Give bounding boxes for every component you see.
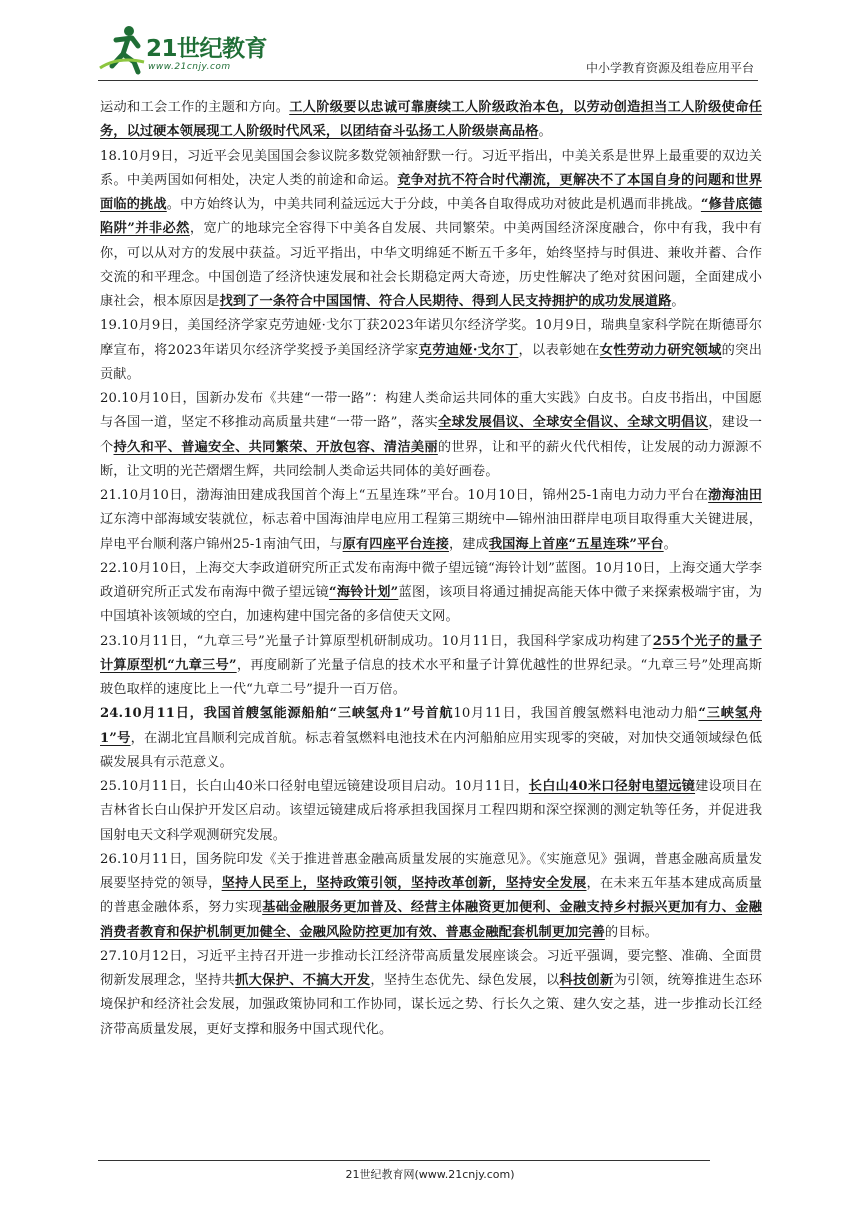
key-point-underlined: “三峡氢舟1”号 bbox=[100, 706, 762, 746]
news-paragraph bbox=[100, 314, 762, 387]
body-text: 20.10月10日，国新办发布《共建“一带一路”：构建人类命运共同体的重大实践》白皮书。白皮书指出，中国愿与各国一道，坚定不移推动高质量共建“一带一路”，落实 bbox=[100, 391, 762, 431]
body-text: 运动和工会工作的主题和方向。 bbox=[100, 100, 290, 115]
news-paragraph bbox=[100, 145, 762, 315]
body-text: 23.10月11日，“九章三号”光量子计算原型机研制成功。10月11日，我国科学家成功构建了 bbox=[100, 633, 653, 649]
body-text: ，以表彰她在 bbox=[518, 342, 600, 358]
platform-title: 中小学教育资源及组卷应用平台 bbox=[585, 61, 754, 75]
headline-bold: 24.10月11日，我国首艘氢能源船舶“三峡氢舟1”号首航 bbox=[100, 706, 454, 722]
site-logo[interactable] bbox=[98, 22, 268, 76]
key-point-underlined: “修昔底德陷阱”并非必然 bbox=[100, 197, 762, 237]
key-point-underlined: 255个光子的量子计算原型机“九章三号” bbox=[100, 633, 762, 673]
key-point-underlined: 竞争对抗不符合时代潮流，更解决不了本国自身的问题和世界面临的挑战 bbox=[100, 172, 762, 212]
key-point-underlined: 长白山40米口径射电望远镜 bbox=[528, 779, 696, 794]
key-point-underlined: 全球发展倡议、全球安全倡议、全球文明倡议 bbox=[438, 415, 709, 431]
page-footer[interactable]: 21世纪教育网(www.21cnjy.com) bbox=[345, 1168, 515, 1181]
footer-divider bbox=[98, 1160, 710, 1161]
body-text: 辽东湾中部海域安装就位，标志着中国海油岸电应用工程第三期统中—锦州油田群岸电项目取得重大关键进展，岸电平台顺利落户锦州25-1南油气田，与 bbox=[100, 512, 762, 552]
runner-logo-icon bbox=[98, 22, 148, 76]
body-text: ，建成 bbox=[448, 536, 489, 552]
body-text: 。 bbox=[663, 536, 677, 552]
body-text: ，在湖北宜昌顺利完成首航。标志着氢燃料电池技术在内河船舶应用实现零的突破，对加快交通领域绿色低碳发展具有示范意义。 bbox=[100, 730, 763, 770]
body-text: ，再度刷新了光量子信息的技术水平和量子计算优越性的世界纪录。“九章三号”处理高斯玻色取样的速度比上一代“九章二号”提升一百万倍。 bbox=[100, 657, 762, 697]
body-text: 19.10月9日，美国经济学家克劳迪娅·戈尔丁获2023年诺贝尔经济学奖。10月9日，瑞典皇家科学院在斯德哥尔摩宣布，将2023年诺贝尔经济学奖授予美国经济学家 bbox=[100, 318, 762, 358]
key-point-underlined: 科技创新 bbox=[559, 973, 614, 988]
key-point-underlined: 工人阶级要以忠诚可靠赓续工人阶级政治本色，以劳动创造担当工人阶级使命任务，以过硬本领展现工人阶级时代风采，以团结奋斗弘扬工人阶级崇高品格 bbox=[100, 100, 763, 140]
key-point-underlined: 抓大保护、不搞大开发 bbox=[235, 973, 371, 988]
body-text: 的突出贡献。 bbox=[100, 342, 763, 382]
news-paragraph bbox=[100, 775, 762, 848]
key-point-underlined: 女性劳动力研究领域 bbox=[599, 342, 722, 358]
body-text: 的世界，让和平的薪火代代相传，让发展的动力源源不断，让文明的光芒熠熠生辉，共同绘制人类命运共同体的美好画卷。 bbox=[100, 439, 762, 479]
news-paragraph bbox=[100, 848, 762, 945]
key-point-underlined: 渤海油田 bbox=[708, 488, 763, 503]
document-body bbox=[100, 96, 762, 1042]
body-text: 10月11日，我国首艘氢燃料电池动力船 bbox=[453, 706, 699, 722]
body-text: ，在未来五年基本建成高质量的普惠金融体系，努力实现 bbox=[100, 876, 762, 916]
key-point-underlined: 原有四座平台连接 bbox=[342, 536, 449, 552]
key-point-underlined: 基础金融服务更加普及、经营主体融资更加便利、金融支持乡村振兴更加有力、金融消费者教育和保护机制更加健全、金融风险防控更加有效、普惠金融配套机制更加完善 bbox=[100, 900, 763, 940]
news-paragraph bbox=[100, 96, 762, 145]
logo-url: www.21cnjy.com bbox=[148, 62, 231, 72]
body-text: ，建设一个 bbox=[100, 415, 762, 455]
body-text: 25.10月11日，长白山40米口径射电望远镜建设项目启动。10月11日， bbox=[100, 779, 529, 794]
logo-text: 21世纪教育 bbox=[146, 36, 268, 62]
news-paragraph bbox=[100, 387, 762, 484]
key-point-underlined: 我国海上首座“五星连珠”平台 bbox=[488, 536, 664, 552]
body-text: 。 bbox=[671, 294, 685, 309]
body-text: ，宽广的地球完全容得下中美各自发展、共同繁荣。中美两国经济深度融合，你中有我，我中有你，可以从对方的发展中获益。习近平指出，中华文明绵延不断五千多年，始终坚持与时俱进、兼收并蓄、合作交流的和平理念。中国创造了经济快速发展和社会长期稳定两大奇迹，历史性解决了绝对贫困问题，全面建成小康社会，根本原因是 bbox=[100, 221, 762, 309]
body-text: 27.10月12日，习近平主持召开进一步推动长江经济带高质量发展座谈会。习近平强调，要完整、准确、全面贯彻新发展理念，坚持共 bbox=[100, 948, 762, 988]
body-text: 22.10月10日，上海交大李政道研究所正式发布南海中微子望远镜“海铃计划”蓝图。10月10日，上海交通大学李政道研究所正式发布南海中微子望远镜 bbox=[100, 560, 762, 600]
news-paragraph bbox=[100, 630, 762, 703]
news-paragraph bbox=[100, 945, 762, 1042]
news-paragraph bbox=[100, 484, 762, 557]
news-paragraph bbox=[100, 702, 762, 775]
body-text: 21.10月10日，渤海油田建成我国首个海上“五星连珠”平台。10月10日，锦州25-1南电力动力平台在 bbox=[100, 488, 709, 503]
key-point-underlined: 坚持人民至上，坚持政策引领，坚持改革创新，坚持安全发展 bbox=[221, 876, 587, 891]
body-text: 18.10月9日，习近平会见美国国会参议院多数党领袖舒默一行。习近平指出，中美关系是世界上最重要的双边关系。中美两国如何相处，决定人类的前途和命运。 bbox=[100, 148, 762, 188]
body-text: 26.10月11日，国务院印发《关于推进普惠金融高质量发展的实施意见》。《实施意见》强调，普惠金融高质量发展要坚持党的领导， bbox=[100, 851, 762, 891]
news-paragraph bbox=[100, 557, 762, 630]
key-point-underlined: 克劳迪娅·戈尔丁 bbox=[418, 342, 519, 358]
page-header bbox=[98, 20, 758, 81]
body-text: 。中方始终认为，中美共同利益远远大于分歧，中美各自取得成功对彼此是机遇而非挑战。 bbox=[166, 197, 701, 212]
key-point-underlined: 持久和平、普遍安全、共同繁荣、开放包容、清洁美丽 bbox=[113, 439, 438, 455]
body-text: 为引领，统筹推进生态环境保护和经济社会发展，加强政策协同和工作协同，谋长远之势、行长久之策、建久安之基，进一步推动长江经济带高质量发展，更好支撑和服务中国式现代化。 bbox=[100, 973, 763, 1037]
body-text: ，坚持生态优先、绿色发展，以 bbox=[370, 973, 560, 988]
body-text: 。 bbox=[538, 124, 552, 140]
body-text: 蓝图，该项目将通过捕捉高能天体中微子来探索极端宇宙，为中国填补该领域的空白，加速构建中国完备的多信使天文网。 bbox=[100, 585, 762, 625]
body-text: 的目标。 bbox=[604, 924, 659, 940]
key-point-underlined: 找到了一条符合中国国情、符合人民期待、得到人民支持拥护的成功发展道路 bbox=[219, 294, 672, 309]
body-text: 建设项目在吉林省长白山保护开发区启动。该望远镜建成后将承担我国探月工程四期和深空探测的测定轨等任务，并促进我国射电天文科学观测研究发展。 bbox=[100, 779, 763, 843]
key-point-underlined: “海铃计划” bbox=[328, 585, 399, 600]
